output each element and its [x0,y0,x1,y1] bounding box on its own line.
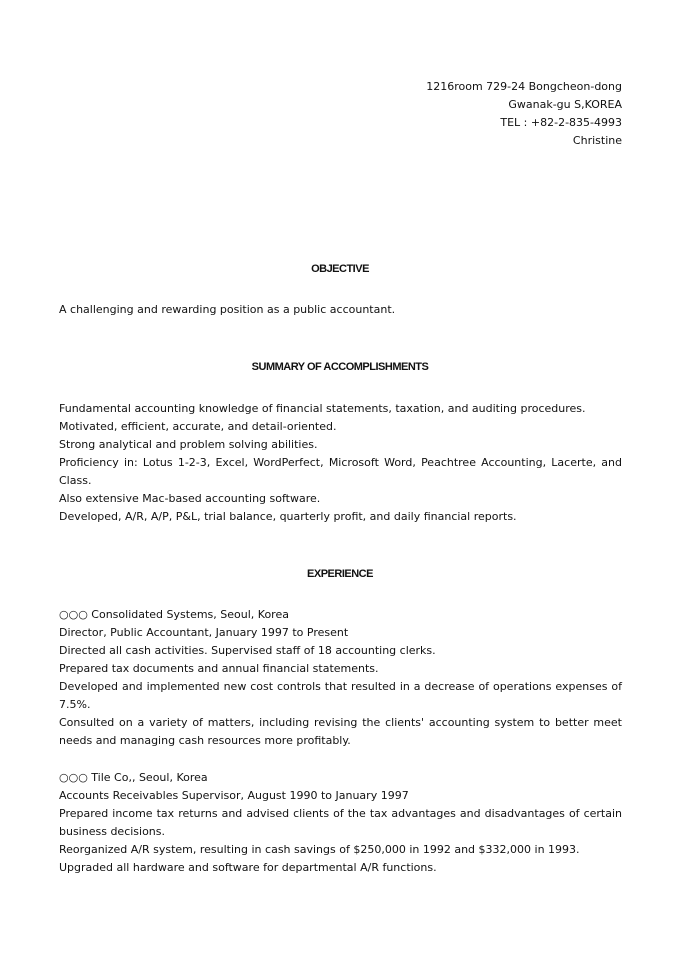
job-entry-1 [59,606,622,750]
job-duty: Directed all cash activities. Supervised staff of 18 accounting clerks. [59,644,436,657]
job-duty: Prepared tax documents and annual financial statements. [59,662,379,675]
job-position: Accounts Receivables Supervisor, August 1990 to January 1997 [59,789,409,802]
job-position: Director, Public Accountant, January 1997 to Present [59,626,349,639]
job-company: ○○○ Tile Co,, Seoul, Korea [59,771,208,784]
summary-line: Developed, A/R, A/P, P&L, trial balance, quarterly profit, and daily financial reports. [59,510,517,523]
summary-line: Motivated, efficient, accurate, and detail-oriented. [59,420,337,433]
summary-line: Proficiency in: Lotus 1-2-3, Excel, WordPerfect, Microsoft Word, Peachtree Accounting, Lacerte, and Class. [59,456,622,487]
summary-line: Strong analytical and problem solving abilities. [59,438,318,451]
objective-heading: OBJECTIVE [311,263,369,275]
job-duty: Developed and implemented new cost controls that resulted in a decrease of operations expenses of 7.5%. [59,680,622,711]
job-company: ○○○ Consolidated Systems, Seoul, Korea [59,608,289,621]
summary-line: Also extensive Mac-based accounting software. [59,492,321,505]
summary-heading: SUMMARY OF ACCOMPLISHMENTS [251,361,429,373]
summary-list [59,400,622,526]
applicant-name: Christine [572,134,622,147]
summary-line: Fundamental accounting knowledge of financial statements, taxation, and auditing procedures. [59,402,586,415]
contact-header [426,78,622,150]
job-entry-2 [59,769,622,877]
address-line-2: Gwanak-gu S,KOREA [508,98,622,111]
experience-heading: EXPERIENCE [307,568,373,580]
job-duty: Prepared income tax returns and advised clients of the tax advantages and disadvantages of certain business decisions. [59,807,622,838]
job-duty: Upgraded all hardware and software for departmental A/R functions. [59,861,437,874]
job-duty: Reorganized A/R system, resulting in cash savings of $250,000 in 1992 and $332,000 in 1993. [59,843,580,856]
job-duty: Consulted on a variety of matters, including revising the clients' accounting system to better meet needs and managing cash resources more profitably. [59,716,622,747]
objective-text: A challenging and rewarding position as a public accountant. [59,303,396,316]
address-line-1: 1216room 729-24 Bongcheon-dong [426,80,622,93]
phone-number: TEL : +82-2-835-4993 [500,116,622,129]
